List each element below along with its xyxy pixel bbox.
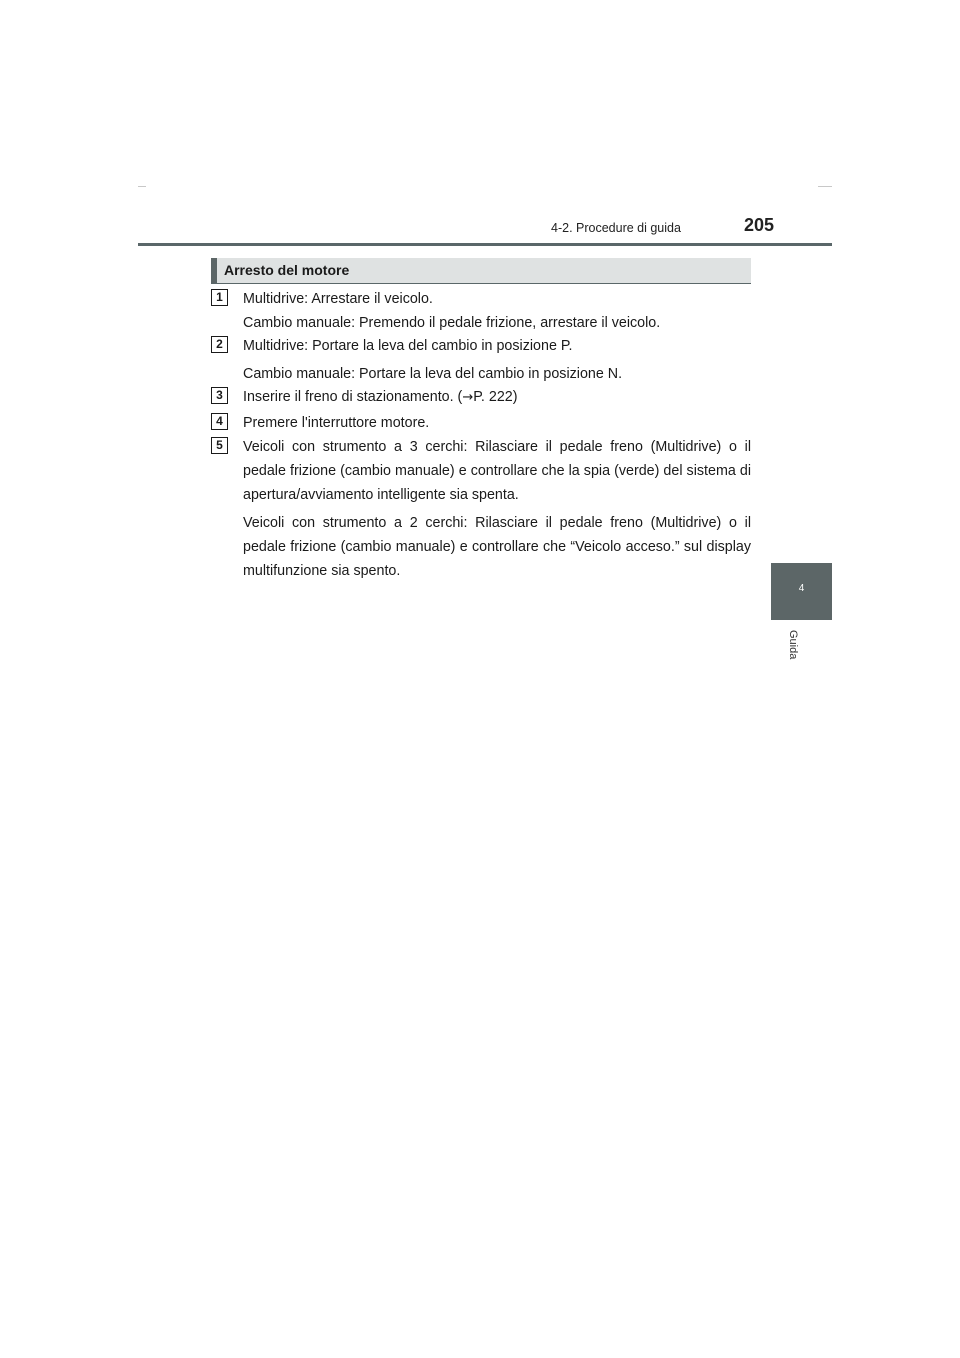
step-text <box>243 287 751 335</box>
step-2 <box>211 334 751 386</box>
chapter-number: 4 <box>798 583 805 594</box>
page-reference-link[interactable]: P. 222) <box>473 389 518 405</box>
step-5 <box>211 435 751 583</box>
chapter-label: Guida <box>787 630 799 660</box>
header-rule <box>138 243 832 246</box>
step-number-badge: 5 <box>211 437 228 454</box>
section-title: Arresto del motore <box>224 262 350 278</box>
step-1 <box>211 287 751 335</box>
step-3 <box>211 385 751 410</box>
chapter-tab <box>771 563 832 620</box>
step-line: Cambio manuale: Portare la leva del cambio in posizione N. <box>243 366 623 382</box>
step-line: Cambio manuale: Premendo il pedale frizione, arrestare il veicolo. <box>243 315 661 331</box>
step-line: Multidrive: Arrestare il veicolo. <box>243 291 433 307</box>
page-ref-arrow-icon: → <box>462 390 474 405</box>
step-line <box>243 385 751 410</box>
header-section-title: 4-2. Procedure di guida <box>551 221 681 235</box>
step-text <box>243 435 751 583</box>
step-line: Premere l'interruttore motore. <box>243 415 430 431</box>
step-number-badge: 2 <box>211 336 228 353</box>
step-paragraph: Veicoli con strumento a 2 cerchi: Rilasciare il pedale freno (Multidrive) o il pedale frizione (cambio manuale) e controllare che “Veicolo acceso.” sul display multifunzione sia spento. <box>243 515 751 579</box>
step-text-part: Inserire il freno di stazionamento. ( <box>243 389 463 405</box>
page-number: 205 <box>744 215 775 235</box>
step-number-badge: 4 <box>211 413 228 430</box>
section-heading-bar <box>211 258 751 284</box>
step-text <box>243 334 751 386</box>
step-number-badge: 3 <box>211 387 228 404</box>
step-4 <box>211 411 751 435</box>
step-text <box>243 411 751 435</box>
crop-mark-right <box>818 186 832 187</box>
section-heading-accent <box>211 258 217 283</box>
step-number-badge: 1 <box>211 289 228 306</box>
step-paragraph: Veicoli con strumento a 3 cerchi: Rilasciare il pedale freno (Multidrive) o il pedale frizione (cambio manuale) e controllare che la spia (verde) del sistema di apertura/avviamento intelligente sia spenta. <box>243 439 751 503</box>
step-line: Multidrive: Portare la leva del cambio in posizione P. <box>243 338 573 354</box>
step-text <box>243 385 751 410</box>
crop-mark-left <box>138 186 146 187</box>
